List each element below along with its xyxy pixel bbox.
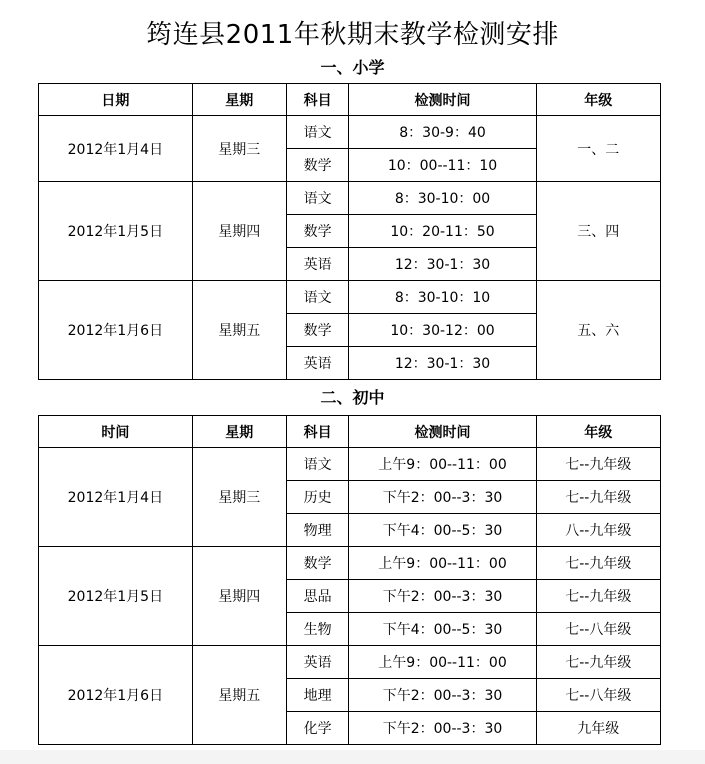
table-row — [39, 116, 661, 149]
subject-cell: 物理 — [286, 514, 349, 547]
exam-time-cell: 下午2：00--3：30 — [349, 712, 536, 745]
grade-cell: 五、六 — [536, 281, 660, 380]
table-header-row — [39, 416, 661, 448]
date-cell: 2012年1月6日 — [39, 646, 193, 745]
grade-cell: 七--九年级 — [536, 448, 660, 481]
junior-schedule-table — [38, 415, 661, 745]
date-cell: 2012年1月5日 — [39, 182, 193, 281]
subject-cell: 数学 — [286, 547, 349, 580]
grade-cell: 七--九年级 — [536, 646, 660, 679]
subject-cell: 历史 — [286, 481, 349, 514]
table-header-row — [39, 84, 661, 116]
exam-time-cell: 下午2：00--3：30 — [349, 481, 536, 514]
subject-cell: 数学 — [286, 215, 349, 248]
subject-cell: 数学 — [286, 314, 349, 347]
column-header-subject: 科目 — [286, 84, 349, 116]
grade-cell: 一、二 — [536, 116, 660, 182]
weekday-cell: 星期四 — [192, 547, 286, 646]
subject-cell: 英语 — [286, 347, 349, 380]
grade-cell: 七--八年级 — [536, 679, 660, 712]
grade-cell: 八--九年级 — [536, 514, 660, 547]
exam-time-cell: 下午4：00--5：30 — [349, 613, 536, 646]
subject-cell: 数学 — [286, 149, 349, 182]
exam-time-cell: 上午9：00--11：00 — [349, 547, 536, 580]
subject-cell: 语文 — [286, 116, 349, 149]
weekday-cell: 星期四 — [192, 182, 286, 281]
grade-cell: 七--八年级 — [536, 613, 660, 646]
exam-time-cell: 下午2：00--3：30 — [349, 580, 536, 613]
exam-time-cell: 上午9：00--11：00 — [349, 448, 536, 481]
table-row — [39, 547, 661, 580]
subject-cell: 英语 — [286, 248, 349, 281]
grade-cell: 七--九年级 — [536, 481, 660, 514]
table-row — [39, 646, 661, 679]
column-header-date: 日期 — [39, 84, 193, 116]
table-row — [39, 281, 661, 314]
subject-cell: 语文 — [286, 448, 349, 481]
weekday-cell: 星期三 — [192, 116, 286, 182]
column-header-time: 时间 — [39, 416, 193, 448]
subject-cell: 英语 — [286, 646, 349, 679]
weekday-cell: 星期五 — [192, 646, 286, 745]
column-header-grade: 年级 — [536, 84, 660, 116]
exam-time-cell: 8：30-10：10 — [349, 281, 536, 314]
column-header-weekday: 星期 — [192, 84, 286, 116]
column-header-exam-time: 检测时间 — [349, 84, 536, 116]
exam-time-cell: 12：30-1：30 — [349, 347, 536, 380]
grade-cell: 三、四 — [536, 182, 660, 281]
exam-time-cell: 8：30-9：40 — [349, 116, 536, 149]
column-header-exam-time: 检测时间 — [349, 416, 536, 448]
exam-time-cell: 12：30-1：30 — [349, 248, 536, 281]
date-cell: 2012年1月6日 — [39, 281, 193, 380]
column-header-weekday: 星期 — [192, 416, 286, 448]
exam-time-cell: 下午2：00--3：30 — [349, 679, 536, 712]
exam-time-cell: 上午9：00--11：00 — [349, 646, 536, 679]
exam-time-cell: 下午4：00--5：30 — [349, 514, 536, 547]
subject-cell: 语文 — [286, 281, 349, 314]
column-header-grade: 年级 — [536, 416, 660, 448]
subject-cell: 化学 — [286, 712, 349, 745]
date-cell: 2012年1月4日 — [39, 116, 193, 182]
exam-time-cell: 8：30-10：00 — [349, 182, 536, 215]
date-cell: 2012年1月4日 — [39, 448, 193, 547]
subject-cell: 地理 — [286, 679, 349, 712]
page-title: 筠连县2011年秋期末教学检测安排 — [146, 20, 559, 50]
weekday-cell: 星期三 — [192, 448, 286, 547]
section-heading-primary: 一、小学 — [320, 58, 385, 77]
grade-cell: 七--九年级 — [536, 547, 660, 580]
column-header-subject: 科目 — [286, 416, 349, 448]
grade-cell: 九年级 — [536, 712, 660, 745]
grade-cell: 七--九年级 — [536, 580, 660, 613]
table-row — [39, 182, 661, 215]
table-row — [39, 448, 661, 481]
exam-time-cell: 10：20-11：50 — [349, 215, 536, 248]
weekday-cell: 星期五 — [192, 281, 286, 380]
subject-cell: 语文 — [286, 182, 349, 215]
subject-cell: 生物 — [286, 613, 349, 646]
page-bottom-shade — [0, 750, 705, 764]
subject-cell: 思品 — [286, 580, 349, 613]
primary-schedule-table — [38, 83, 661, 380]
exam-time-cell: 10：30-12：00 — [349, 314, 536, 347]
date-cell: 2012年1月5日 — [39, 547, 193, 646]
exam-time-cell: 10：00--11：10 — [349, 149, 536, 182]
section-heading-junior: 二、初中 — [320, 388, 385, 407]
